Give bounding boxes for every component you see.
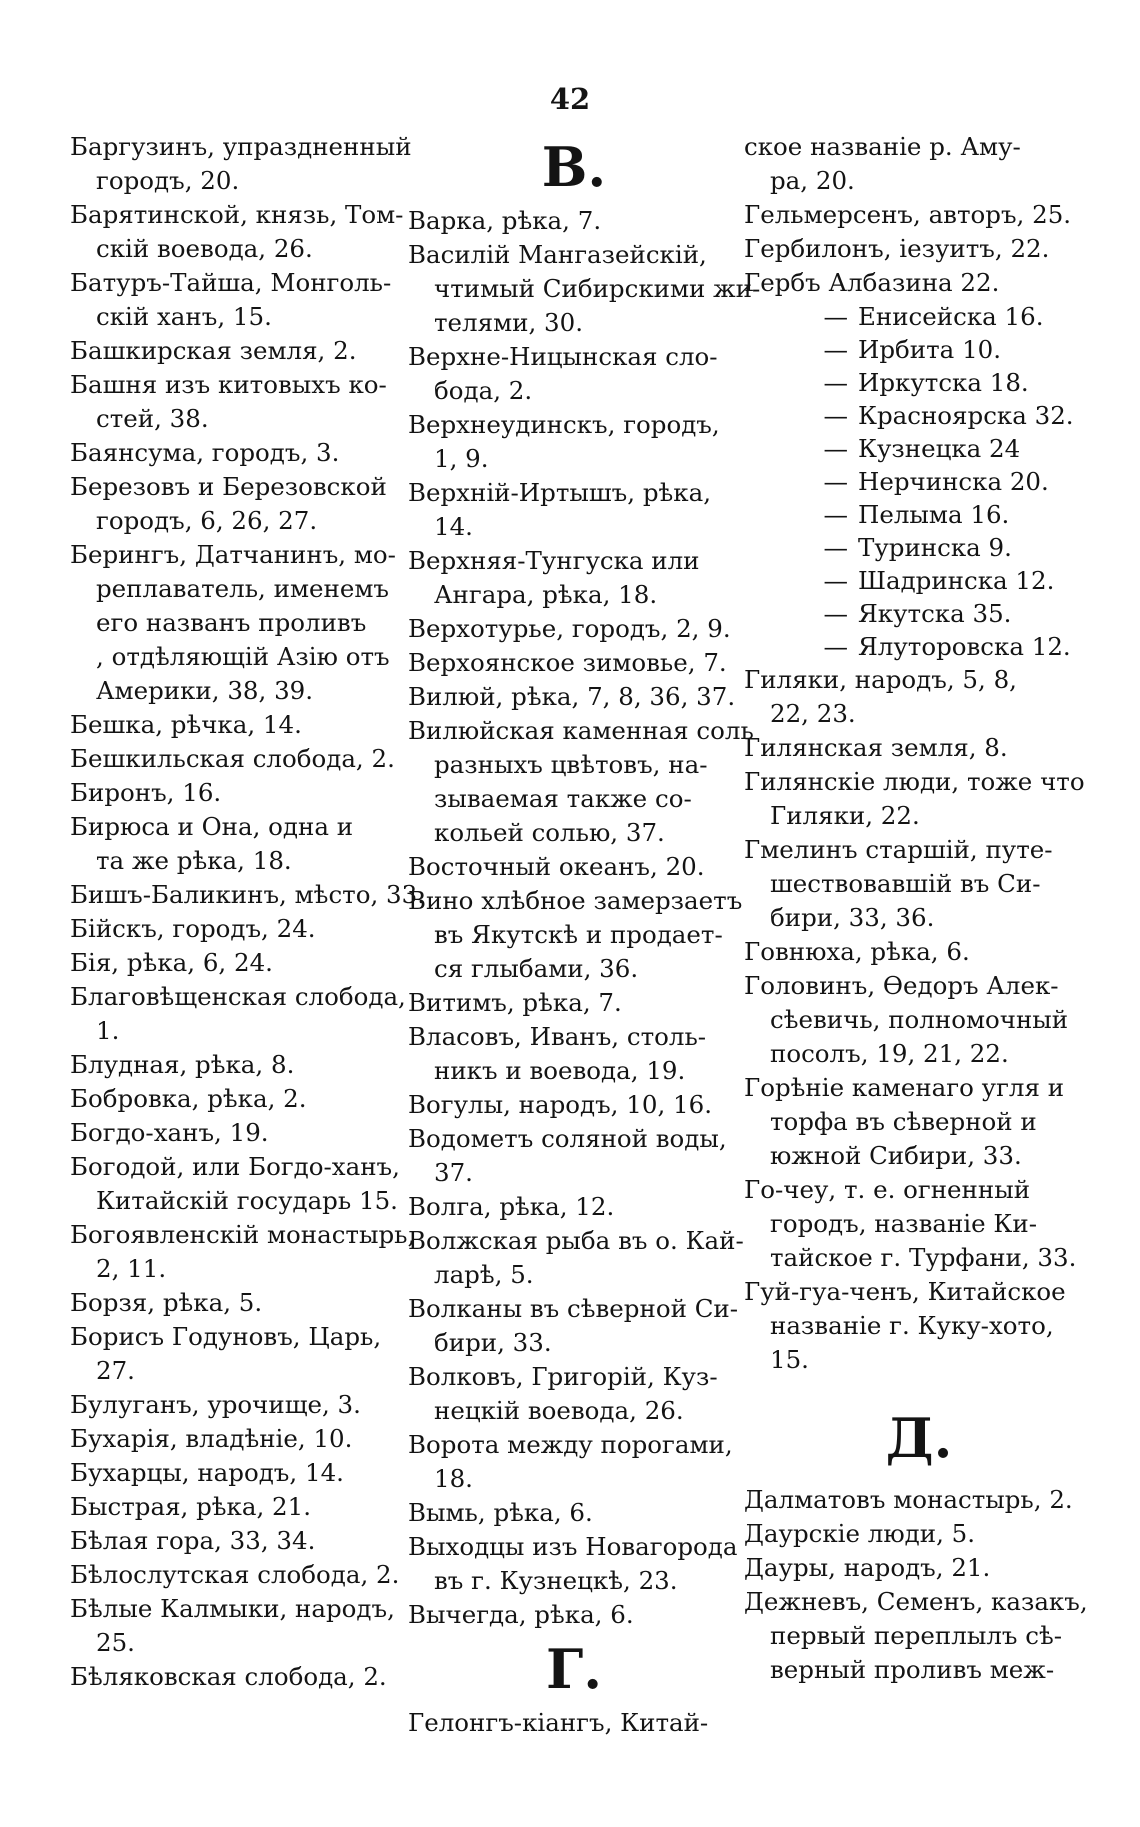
- index-entry: [70, 912, 400, 946]
- coat-of-arms-city: Пелыма 16.: [858, 500, 1010, 529]
- entry-headword-line: Блудная, рѣка, 8.: [70, 1050, 295, 1079]
- entry-headword-line: Верхній-Иртышъ, рѣка,: [408, 478, 711, 507]
- entry-continuation-line: 1, 9.: [434, 444, 489, 473]
- ditto-dash: —: [823, 467, 848, 496]
- entry-continuation-line: Америки, 38, 39.: [96, 676, 314, 705]
- entry-continuation-line: Гиляки, 22.: [770, 801, 920, 830]
- entry-headword-line: Выходцы изъ Новагорода: [408, 1532, 738, 1561]
- coat-of-arms-entry: [744, 300, 1094, 333]
- index-entry: [744, 1483, 1094, 1517]
- entry-headword-line: Восточный океанъ, 20.: [408, 852, 705, 881]
- entry-continuation-line: 2, 11.: [96, 1254, 167, 1283]
- entry-headword-line: Бишъ-Баликинъ, мѣсто, 33.: [70, 880, 426, 909]
- entry-headword-line: Борисъ Годуновъ, Царь,: [70, 1322, 382, 1351]
- index-entry: [744, 1585, 1094, 1687]
- entries-g-continued: [744, 663, 1094, 1377]
- entry-headword-line: Вогулы, народъ, 10, 16.: [408, 1090, 712, 1119]
- index-entry: [408, 544, 740, 612]
- index-entry: [408, 1224, 744, 1292]
- entry-headword-line: Гельмерсенъ, авторъ, 25.: [744, 200, 1072, 229]
- entry-headword-line: Бѣлая гора, 33, 34.: [70, 1526, 316, 1555]
- coat-of-arms-entry: [744, 333, 1094, 366]
- entry-headword-line: Борзя, рѣка, 5.: [70, 1288, 263, 1317]
- index-entry: [408, 1190, 740, 1224]
- entry-continuation-line: его названъ проливъ: [96, 608, 367, 637]
- index-entry: [70, 1218, 416, 1286]
- index-entry: [744, 130, 1094, 198]
- entry-headword-line: Водометъ соляной воды,: [408, 1124, 727, 1153]
- ditto-dash: —: [823, 302, 848, 331]
- entry-continuation-line: бири, 33.: [434, 1328, 552, 1357]
- index-entry: [744, 1517, 1094, 1551]
- entry-headword-line: Вино хлѣбное замерзаетъ: [408, 886, 743, 915]
- entry-headword-line: Дежневъ, Семенъ, казакъ,: [744, 1587, 1088, 1616]
- index-entry: [408, 408, 740, 476]
- index-entry: [744, 765, 1094, 833]
- index-entry: [408, 1088, 740, 1122]
- index-entry: [70, 436, 400, 470]
- entry-headword-line: Го-чеу, т. е. огненный: [744, 1175, 1031, 1204]
- ditto-dash: —: [823, 632, 848, 661]
- entry-headword-line: Ворота между порогами,: [408, 1430, 733, 1459]
- index-entry: [744, 663, 1094, 731]
- entry-continuation-line: телями, 30.: [434, 308, 583, 337]
- entry-headword-line: Бія, рѣка, 6, 24.: [70, 948, 273, 977]
- entry-headword-line: Василій Мангазейскій,: [408, 240, 707, 269]
- entry-headword-line: Гилянскіе люди, тоже что: [744, 767, 1085, 796]
- entry-headword-line: Гербъ Албазина 22.: [744, 268, 1000, 297]
- index-entry: [408, 646, 740, 680]
- entry-headword-line: Вычегда, рѣка, 6.: [408, 1600, 634, 1629]
- index-entry: [744, 935, 1094, 969]
- entry-continuation-line: 14.: [434, 512, 473, 541]
- index-entry: [744, 1173, 1094, 1275]
- entry-headword-line: Власовъ, Иванъ, столь-: [408, 1022, 707, 1051]
- entry-continuation-line: скій ханъ, 15.: [96, 302, 272, 331]
- entry-continuation-line: 27.: [96, 1356, 135, 1385]
- entry-headword-line: Гиляки, народъ, 5, 8,: [744, 665, 1017, 694]
- entry-headword-line: Быстрая, рѣка, 21.: [70, 1492, 312, 1521]
- entry-continuation-line: реплаватель, именемъ: [96, 574, 389, 603]
- coat-of-arms-entry: [744, 366, 1094, 399]
- entry-headword-line: Башкирская земля, 2.: [70, 336, 357, 365]
- entry-headword-line: Бухарцы, народъ, 14.: [70, 1458, 344, 1487]
- index-entry: [70, 1456, 400, 1490]
- index-entry: [70, 334, 400, 368]
- index-entry: [408, 1020, 740, 1088]
- entry-headword-line: Бѣляковская слобода, 2.: [70, 1662, 387, 1691]
- entry-headword-line: Верхотурье, городъ, 2, 9.: [408, 614, 731, 643]
- entry-continuation-line: , отдѣляющій Азію отъ: [96, 642, 390, 671]
- entry-continuation-line: бири, 33, 36.: [770, 903, 935, 932]
- entry-headword-line: ское названіе р. Аму-: [744, 132, 1021, 161]
- entry-continuation-line: чтимый Сибирскими жи-: [434, 274, 761, 303]
- index-entry: [744, 266, 1094, 300]
- entry-continuation-line: тайское г. Турфани, 33.: [770, 1243, 1077, 1272]
- entry-headword-line: Гмелинъ старшій, путе-: [744, 835, 1053, 864]
- ditto-dash: —: [823, 500, 848, 529]
- entry-continuation-line: 18.: [434, 1464, 473, 1493]
- entry-headword-line: Барятинской, князь, Том-: [70, 200, 404, 229]
- entries-g: [744, 130, 1094, 300]
- coat-of-arms-city: Якутска 35.: [858, 599, 1012, 628]
- ditto-dash: —: [823, 533, 848, 562]
- index-entry: [70, 130, 412, 198]
- entry-continuation-line: въ Якутскѣ и продает-: [434, 920, 723, 949]
- index-entry: [408, 476, 740, 544]
- index-entry: [408, 1292, 740, 1360]
- index-entry: [744, 731, 1094, 765]
- index-entry: [70, 776, 400, 810]
- index-entry: [70, 980, 406, 1048]
- coat-of-arms-entry: [744, 597, 1094, 630]
- entry-headword-line: Гелонгъ-кіангъ, Китай-: [408, 1708, 709, 1737]
- entry-headword-line: Баргузинъ, упраздненный: [70, 132, 412, 161]
- entry-headword-line: Верхоянское зимовье, 7.: [408, 648, 727, 677]
- entry-headword-line: Дауры, народъ, 21.: [744, 1553, 991, 1582]
- entry-headword-line: Бѣлые Калмыки, народъ,: [70, 1594, 395, 1623]
- entry-continuation-line: Ангара, рѣка, 18.: [434, 580, 658, 609]
- index-entry: [70, 1082, 400, 1116]
- entry-headword-line: Богодой, или Богдо-ханъ,: [70, 1152, 400, 1181]
- entry-continuation-line: нецкій воевода, 26.: [434, 1396, 684, 1425]
- entry-headword-line: Бійскъ, городъ, 24.: [70, 914, 316, 943]
- entry-continuation-line: сѣевичь, полномочный: [770, 1005, 1069, 1034]
- entry-headword-line: Берингъ, Датчанинъ, мо-: [70, 540, 396, 569]
- coat-of-arms-city: Красноярска 32.: [858, 401, 1074, 430]
- coat-of-arms-entry: [744, 564, 1094, 597]
- entry-continuation-line: ларѣ, 5.: [434, 1260, 534, 1289]
- index-entry: [744, 198, 1094, 232]
- index-entry: [408, 986, 740, 1020]
- index-entry: [408, 1122, 740, 1190]
- index-entry: [70, 266, 400, 334]
- entry-headword-line: Гуй-гуа-ченъ, Китайское: [744, 1277, 1066, 1306]
- index-entry: [408, 850, 740, 884]
- entry-headword-line: Вилюйская каменная соль: [408, 716, 754, 745]
- index-entry: [70, 470, 400, 538]
- entry-headword-line: Далматовъ монастырь, 2.: [744, 1485, 1073, 1514]
- ditto-dash: —: [823, 599, 848, 628]
- entry-continuation-line: бода, 2.: [434, 376, 533, 405]
- entry-headword-line: Березовъ и Березовской: [70, 472, 387, 501]
- index-entry: [70, 946, 400, 980]
- index-entry: [408, 612, 740, 646]
- index-entry: [744, 833, 1094, 935]
- entry-headword-line: Благовѣщенская слобода,: [70, 982, 406, 1011]
- entries-v: [408, 204, 761, 1632]
- entry-headword-line: Волковъ, Григорій, Куз-: [408, 1362, 718, 1391]
- coat-of-arms-city: Иркутска 18.: [858, 368, 1029, 397]
- index-entry: [70, 708, 400, 742]
- entry-headword-line: Батуръ-Тайша, Монголь-: [70, 268, 392, 297]
- entry-headword-line: Верхнеудинскъ, городъ,: [408, 410, 720, 439]
- entry-headword-line: Гербилонъ, іезуитъ, 22.: [744, 234, 1050, 263]
- ditto-dash: —: [823, 368, 848, 397]
- ditto-dash: —: [823, 566, 848, 595]
- entry-continuation-line: верный проливъ меж-: [770, 1655, 1055, 1684]
- entry-headword-line: Витимъ, рѣка, 7.: [408, 988, 622, 1017]
- index-entry: [70, 810, 400, 878]
- section-letter-v: В.: [541, 135, 607, 199]
- entry-continuation-line: стей, 38.: [96, 404, 209, 433]
- index-entry: [70, 1558, 400, 1592]
- index-entry: [70, 1660, 400, 1694]
- index-entry: [408, 238, 761, 340]
- coat-of-arms-entry: [744, 399, 1094, 432]
- index-entry: [408, 204, 740, 238]
- index-entry: [408, 1598, 740, 1632]
- index-entry: [408, 340, 740, 408]
- coat-of-arms-entry: [744, 531, 1094, 564]
- index-entry: [408, 680, 740, 714]
- entry-headword-line: Биронъ, 16.: [70, 778, 222, 807]
- coat-of-arms-city: Енисейска 16.: [858, 302, 1044, 331]
- entry-continuation-line: Китайскій государь 15.: [96, 1186, 398, 1215]
- index-entry: [70, 1150, 400, 1218]
- coat-of-arms-list: [744, 300, 1094, 663]
- entry-continuation-line: городъ, 20.: [96, 166, 240, 195]
- coat-of-arms-city: Ялуторовска 12.: [858, 632, 1071, 661]
- entry-continuation-line: въ г. Кузнецкѣ, 23.: [434, 1566, 678, 1595]
- index-entry: [70, 1388, 400, 1422]
- index-entry: [744, 232, 1094, 266]
- entry-headword-line: Бешкильская слобода, 2.: [70, 744, 395, 773]
- section-letter-g: Г.: [545, 1637, 603, 1701]
- entry-headword-line: Гилянская земля, 8.: [744, 733, 1008, 762]
- coat-of-arms-city: Нерчинска 20.: [858, 467, 1049, 496]
- entry-continuation-line: кольей солью, 37.: [434, 818, 665, 847]
- entry-headword-line: Бирюса и Она, одна и: [70, 812, 354, 841]
- index-entry: [744, 1551, 1094, 1585]
- index-entry: [408, 1706, 740, 1740]
- entry-headword-line: Бобровка, рѣка, 2.: [70, 1084, 307, 1113]
- entry-headword-line: Верхне-Ницынская сло-: [408, 342, 718, 371]
- entry-continuation-line: ра, 20.: [770, 166, 855, 195]
- index-entry: [70, 1048, 400, 1082]
- index-entry: [70, 1490, 400, 1524]
- coat-of-arms-entry: [744, 630, 1094, 663]
- entry-continuation-line: посолъ, 19, 21, 22.: [770, 1039, 1009, 1068]
- entry-headword-line: Булуганъ, урочище, 3.: [70, 1390, 361, 1419]
- entry-continuation-line: шествовавшій въ Си-: [770, 869, 1041, 898]
- entry-continuation-line: никъ и воевода, 19.: [434, 1056, 686, 1085]
- entry-continuation-line: зываемая также со-: [434, 784, 692, 813]
- index-entry: [70, 198, 404, 266]
- entry-headword-line: Бешка, рѣчка, 14.: [70, 710, 302, 739]
- entry-continuation-line: скій воевода, 26.: [96, 234, 313, 263]
- index-entry: [744, 1275, 1094, 1377]
- entry-headword-line: Волжская рыба въ о. Кай-: [408, 1226, 744, 1255]
- index-entry: [744, 1071, 1094, 1173]
- index-entry: [70, 878, 426, 912]
- coat-of-arms-city: Ирбита 10.: [858, 335, 1002, 364]
- index-entry: [70, 1116, 400, 1150]
- index-entry: [744, 969, 1094, 1071]
- index-entry: [70, 1422, 400, 1456]
- index-entry: [70, 538, 400, 708]
- index-column-2: [408, 130, 761, 1740]
- entry-continuation-line: 15.: [770, 1345, 809, 1374]
- entry-headword-line: Бѣлослутская слобода, 2.: [70, 1560, 400, 1589]
- entry-headword-line: Волканы въ сѣверной Си-: [408, 1294, 739, 1323]
- entry-continuation-line: первый переплылъ сѣ-: [770, 1621, 1063, 1650]
- index-entry: [70, 742, 400, 776]
- entry-continuation-line: разныхъ цвѣтовъ, на-: [434, 750, 708, 779]
- entry-continuation-line: названіе г. Куку-хото,: [770, 1311, 1054, 1340]
- entry-headword-line: Верхняя-Тунгуска или: [408, 546, 700, 575]
- entries-d: [744, 1483, 1094, 1687]
- index-entry: [408, 1496, 740, 1530]
- ditto-dash: —: [823, 401, 848, 430]
- index-entry: [70, 1592, 400, 1660]
- coat-of-arms-city: Шадринска 12.: [858, 566, 1055, 595]
- entry-headword-line: Даурскіе люди, 5.: [744, 1519, 976, 1548]
- coat-of-arms-entry: [744, 432, 1094, 465]
- index-column-1: [70, 130, 426, 1694]
- entry-headword-line: Бухарія, владѣніе, 10.: [70, 1424, 353, 1453]
- entry-continuation-line: 25.: [96, 1628, 135, 1657]
- entry-continuation-line: торфа въ сѣверной и: [770, 1107, 1037, 1136]
- coat-of-arms-entry: [744, 498, 1094, 531]
- section-letter-d: Д.: [885, 1406, 953, 1470]
- index-entry: [408, 1360, 740, 1428]
- entry-continuation-line: 22, 23.: [770, 699, 856, 728]
- entry-continuation-line: городъ, 6, 26, 27.: [96, 506, 318, 535]
- index-entry: [408, 884, 743, 986]
- entry-headword-line: Волга, рѣка, 12.: [408, 1192, 615, 1221]
- entry-headword-line: Башня изъ китовыхъ ко-: [70, 370, 387, 399]
- entry-continuation-line: 1.: [96, 1016, 120, 1045]
- entry-continuation-line: 37.: [434, 1158, 473, 1187]
- entry-continuation-line: городъ, названіе Ки-: [770, 1209, 1037, 1238]
- entry-headword-line: Вилюй, рѣка, 7, 8, 36, 37.: [408, 682, 736, 711]
- page-number: 42: [549, 82, 591, 116]
- entry-headword-line: Варка, рѣка, 7.: [408, 206, 602, 235]
- index-entry: [70, 368, 400, 436]
- index-entry: [70, 1320, 400, 1388]
- entry-headword-line: Богоявленскій монастырь,: [70, 1220, 416, 1249]
- ditto-dash: —: [823, 335, 848, 364]
- entry-headword-line: Головинъ, Ѳедоръ Алек-: [744, 971, 1059, 1000]
- index-entry: [408, 714, 754, 850]
- entry-headword-line: Горѣніе каменаго угля и: [744, 1073, 1065, 1102]
- entry-headword-line: Баянсума, городъ, 3.: [70, 438, 340, 467]
- index-column-3: [744, 130, 1094, 1687]
- coat-of-arms-city: Кузнецка 24: [858, 434, 1021, 463]
- ditto-dash: —: [823, 434, 848, 463]
- entry-headword-line: Вымь, рѣка, 6.: [408, 1498, 593, 1527]
- entry-continuation-line: ся глыбами, 36.: [434, 954, 639, 983]
- index-entry: [70, 1286, 400, 1320]
- entries-g-start: [408, 1706, 740, 1740]
- coat-of-arms-city: Туринска 9.: [858, 533, 1012, 562]
- index-entry: [408, 1428, 740, 1496]
- entry-continuation-line: южной Сибири, 33.: [770, 1141, 1022, 1170]
- entry-continuation-line: та же рѣка, 18.: [96, 846, 292, 875]
- coat-of-arms-entry: [744, 465, 1094, 498]
- index-entry: [408, 1530, 740, 1598]
- entry-headword-line: Говнюха, рѣка, 6.: [744, 937, 970, 966]
- entry-headword-line: Богдо-ханъ, 19.: [70, 1118, 269, 1147]
- index-entry: [70, 1524, 400, 1558]
